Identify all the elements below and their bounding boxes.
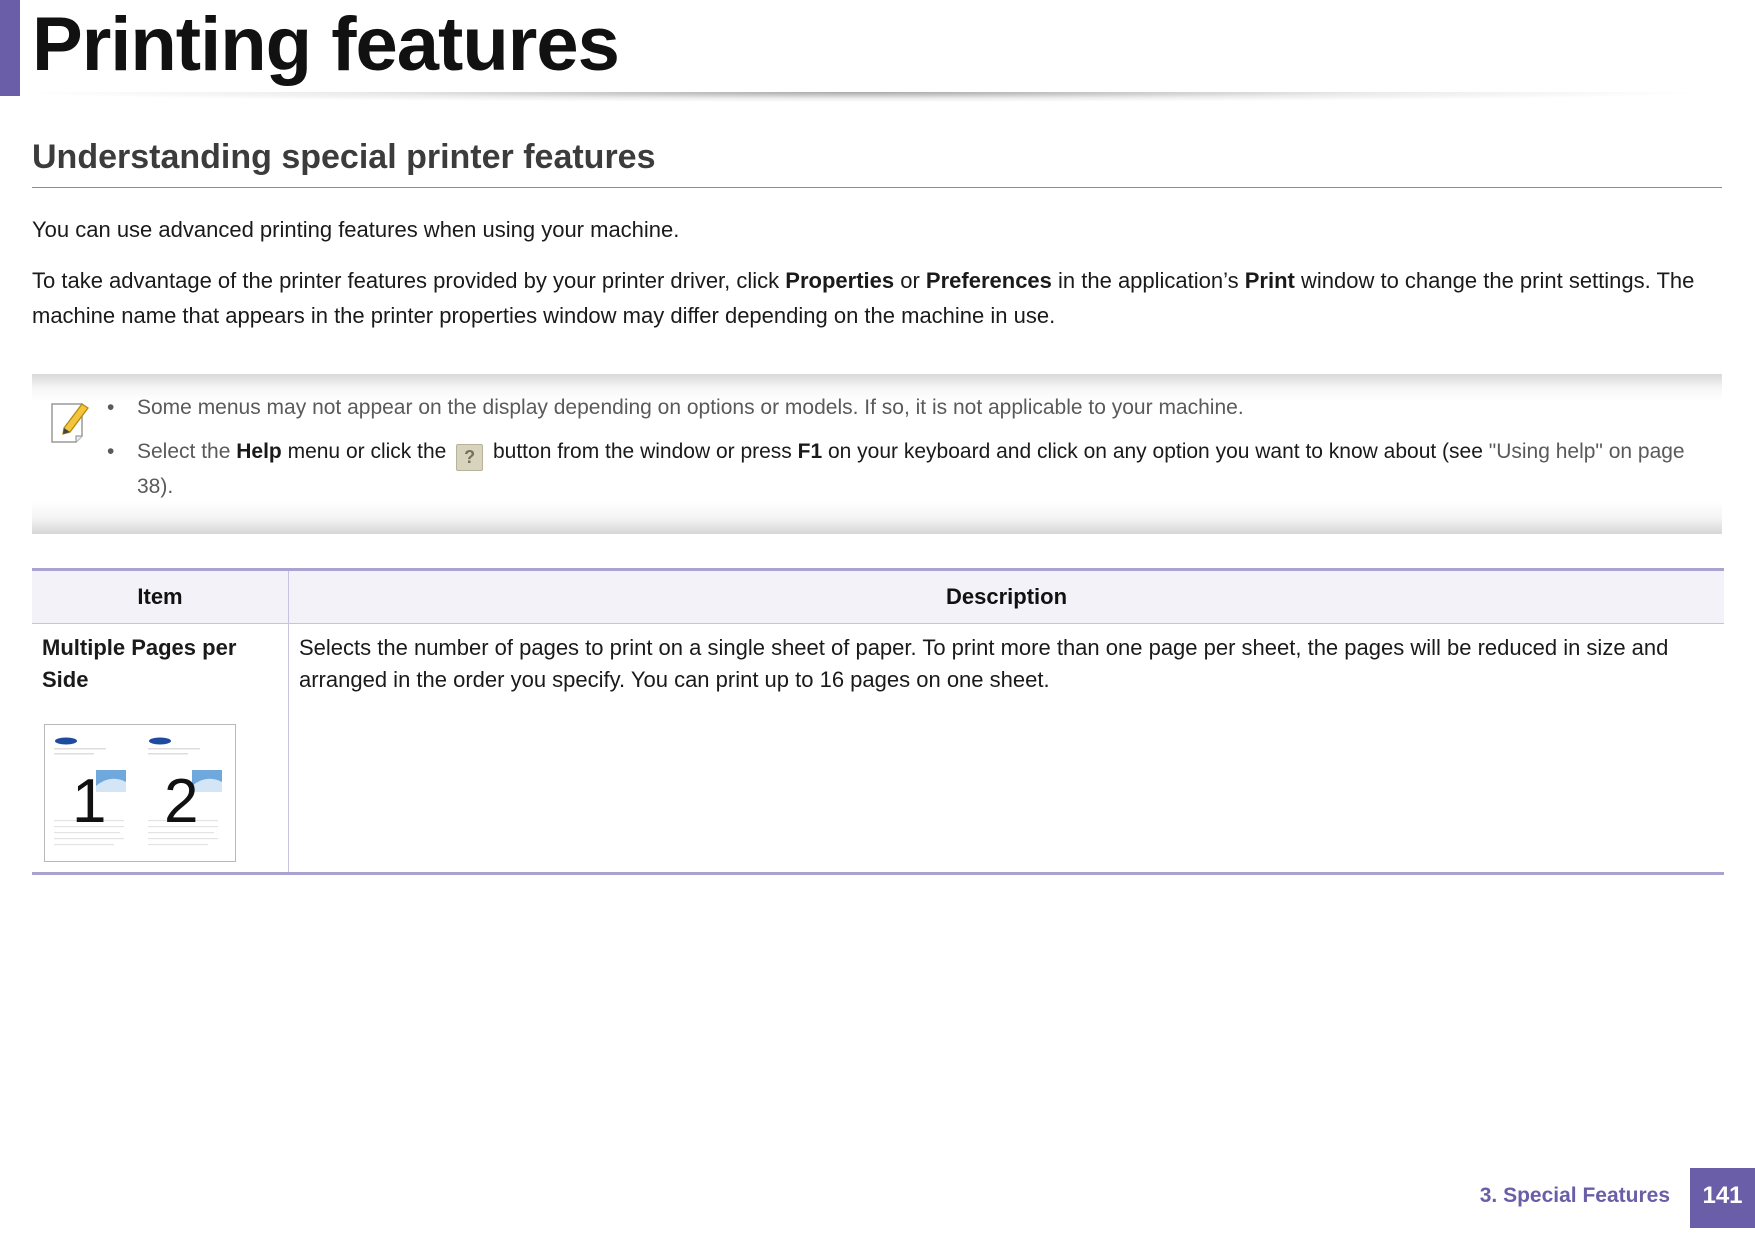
using-help-link[interactable]: "Using help" on page 38 — [137, 440, 1685, 498]
description-cell — [289, 624, 1725, 874]
header-description: Description — [289, 570, 1725, 624]
table-row — [32, 624, 1724, 874]
section-heading: Understanding special printer features — [32, 138, 656, 176]
section-divider — [32, 187, 1722, 188]
page-number-label: 2 — [164, 767, 199, 836]
page-title: Printing features — [32, 2, 619, 87]
preferences-term: Preferences — [925, 268, 1052, 293]
note-text-2c: button from the window or press — [487, 440, 798, 463]
note-box — [32, 374, 1722, 534]
intro-paragraph — [32, 212, 1712, 247]
footer-section-label: 3. Special Features — [1479, 1184, 1670, 1207]
instruction-text-4: window to change the print settings. The machine name that appears in the printer properties window may differ depending on the machine in use. — [32, 268, 1695, 328]
page-number-badge: 141 — [1690, 1168, 1755, 1228]
note-text-2b: menu or click the — [281, 440, 453, 463]
title-divider — [32, 92, 1692, 102]
instruction-text-1: To take advantage of the printer features provided by your printer driver, click — [32, 268, 786, 293]
help-question-icon: ? — [456, 444, 483, 471]
note-text-2e: ). — [160, 475, 174, 498]
item-name: Multiple Pages per Side — [42, 635, 237, 692]
item-cell — [32, 624, 289, 874]
f1-key-term: F1 — [797, 440, 823, 463]
two-pages-per-side-illustration — [44, 724, 236, 862]
properties-term: Properties — [785, 268, 895, 293]
page-number-label: 1 — [72, 767, 107, 836]
instruction-paragraph — [32, 263, 1712, 333]
note-text-1: Some menus may not appear on the display depending on options or models. If so, it is not applicable to your machine. — [137, 396, 1244, 419]
table-header-row — [32, 570, 1724, 624]
bullet: • — [107, 440, 115, 463]
note-text-2d: on your keyboard and click on any option you want to know about (see — [822, 440, 1489, 463]
header-item: Item — [32, 570, 289, 624]
feature-table-wrapper — [32, 568, 1724, 875]
instruction-text-3: in the application’s — [1051, 268, 1245, 293]
intro-text: You can use advanced printing features when using your machine. — [32, 217, 680, 242]
help-menu-term: Help — [236, 440, 282, 463]
description-text: Selects the number of pages to print on a single sheet of paper. To print more than one page per sheet, the pages will be reduced in size and arranged in the order you specify. You can print up to 16 pages on one sheet. — [299, 635, 1669, 692]
feature-table — [32, 568, 1724, 875]
print-term: Print — [1244, 268, 1295, 293]
instruction-text-2: or — [894, 268, 926, 293]
note-item — [107, 392, 1687, 424]
note-list — [107, 392, 1687, 515]
note-pencil-icon — [48, 398, 92, 446]
note-item — [107, 436, 1687, 503]
chapter-tab-marker — [0, 0, 20, 96]
note-text-2a: Select the — [137, 440, 237, 463]
bullet: • — [107, 396, 115, 419]
